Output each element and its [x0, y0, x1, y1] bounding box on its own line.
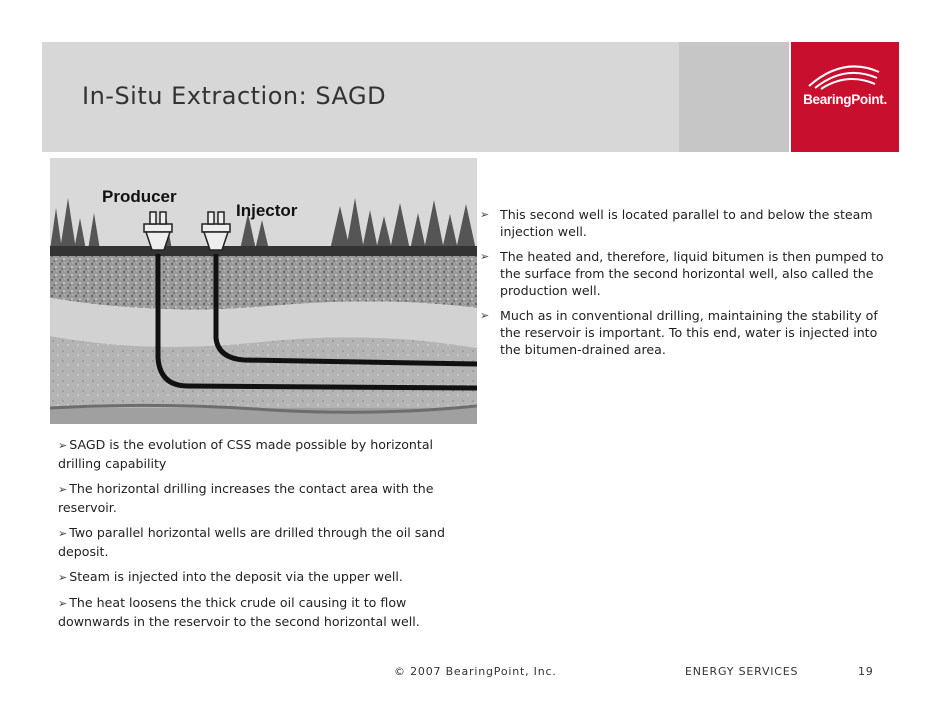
left-bullet-list [58, 436, 468, 638]
injector-label: Injector [236, 201, 298, 220]
sagd-diagram [50, 158, 477, 424]
list-item: ➢ The heat loosens the thick crude oil causing it to flow downwards in the reservoir to the second horizontal well. [58, 595, 420, 629]
list-item: ➢ The horizontal drilling increases the contact area with the reservoir. [58, 481, 434, 515]
arrow-bullet-icon: ➢ [58, 483, 68, 496]
footer-copyright: © 2007 BearingPoint, Inc. [394, 665, 557, 678]
arrow-bullet-icon: ➢ [58, 597, 68, 610]
arrow-bullet-icon: ➢ [480, 208, 490, 221]
logo-text: BearingPoint. [803, 92, 887, 107]
arrow-bullet-icon: ➢ [480, 250, 490, 263]
title-band-accent [679, 42, 789, 152]
list-item: ➢ Steam is injected into the deposit via the upper well. [58, 569, 403, 584]
list-item: ➢ Two parallel horizontal wells are drilled through the oil sand deposit. [58, 525, 446, 559]
list-item: ➢ Much as in conventional drilling, maintaining the stability of the reservoir is important. To this end, water is injected into the bitumen-drained area. [480, 308, 878, 357]
list-item: ➢ This second well is located parallel to and below the steam injection well. [480, 207, 873, 239]
right-bullet-list [480, 206, 900, 366]
arrow-bullet-icon: ➢ [480, 309, 490, 322]
list-item: ➢ The heated and, therefore, liquid bitumen is then pumped to the surface from the second horizontal well, also called the production well. [480, 249, 884, 298]
footer-section: ENERGY SERVICES [685, 665, 799, 678]
bearingpoint-logo [791, 42, 899, 152]
page-number: 19 [858, 665, 874, 678]
arrow-bullet-icon: ➢ [58, 439, 68, 452]
slide-title: In-Situ Extraction: SAGD [82, 82, 387, 110]
arrow-bullet-icon: ➢ [58, 527, 68, 540]
producer-label: Producer [102, 187, 177, 206]
arrow-bullet-icon: ➢ [58, 571, 68, 584]
list-item: ➢ SAGD is the evolution of CSS made possible by horizontal drilling capability [58, 437, 434, 471]
